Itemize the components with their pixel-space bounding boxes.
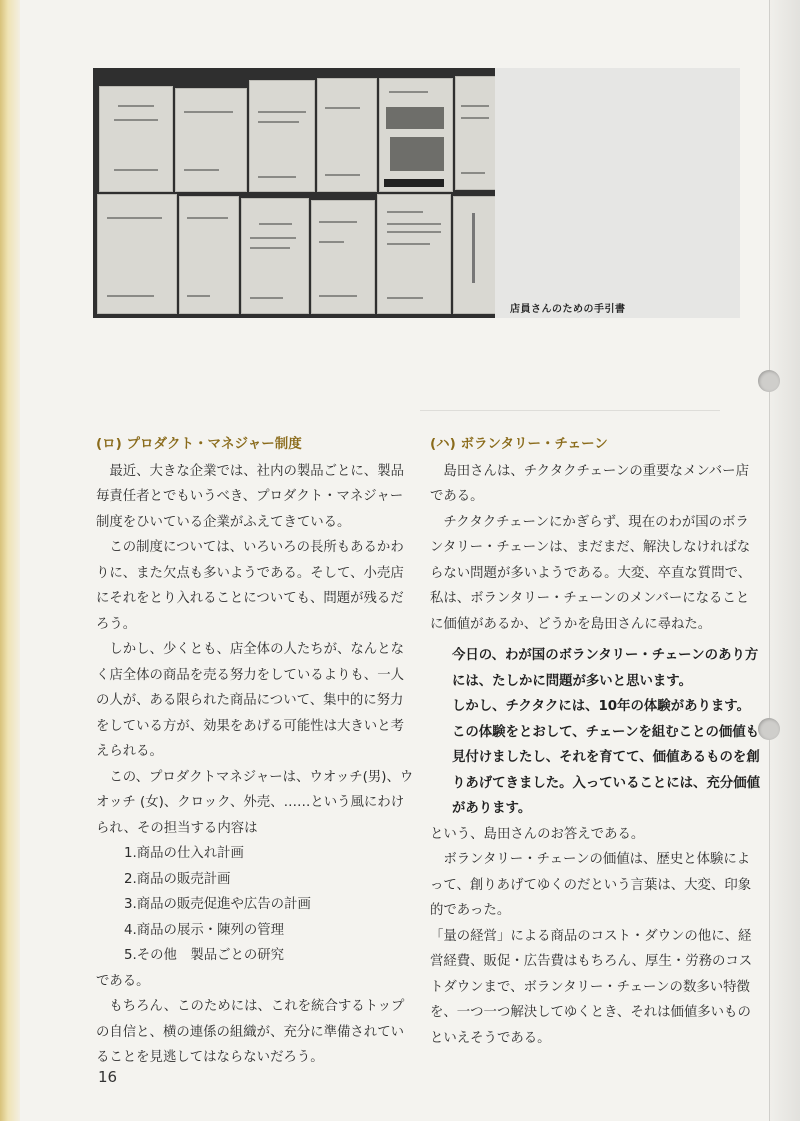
booklet: [455, 76, 495, 190]
booklet: [379, 78, 453, 192]
responsibility-list: [96, 841, 416, 969]
paragraph: 最近、大きな企業では、社内の製品ごとに、製品毎責任者とでもいうべき、プロダクト・マネジャー制度をひいている企業がふえてきている。: [96, 463, 404, 530]
booklet: [97, 194, 177, 314]
booklet: [317, 78, 377, 192]
section-heading-product-manager: (ロ) プロダクト・マネジャー制度: [96, 436, 302, 452]
punch-hole-icon: [758, 718, 780, 740]
paragraph: 「量の経営」による商品のコスト・ダウンの他に、経営経費、販促・広告費はもちろん、厚生・労務のコストダウンまで、ボランタリー・チェーンの数多い特徴を、一つ一つ解決してゆくとき、それは価値多いものといえそうである。: [430, 928, 753, 1046]
photo-background-right: [495, 68, 740, 318]
list-item: 3.商品の販売促進や広告の計画: [124, 897, 311, 912]
list-item: 2.商品の販売計画: [124, 871, 231, 887]
list-item: 5.その他 製品ごとの研究: [124, 948, 285, 963]
paragraph: という、島田さんのお答えである。: [430, 826, 645, 842]
figure-caption: 店員さんのための手引書: [510, 304, 626, 315]
right-column: [430, 432, 760, 1051]
section-heading-voluntary-chain: (ハ) ボランタリー・チェーン: [430, 436, 608, 452]
paragraph: もちろん、このためには、これを統合するトップの自信と、横の連係の組織が、充分に準備されていることを見逃してはならないだろう。: [96, 999, 405, 1065]
list-item: 1.商品の仕入れ計画: [124, 846, 244, 861]
booklet: [377, 194, 451, 314]
interview-quote: しかし、チクタクには、10年の体験があります。この体験をとおして、チェーンを組むことの価値も見付けましたし、それを育てて、価値あるものを創りあげてきました。入っていることには、充分価値があります。: [452, 699, 760, 816]
book-spine: [0, 0, 20, 1121]
paragraph: ボランタリー・チェーンの価値は、歴史と体験によって、創りあげてゆくのだという言葉は、大変、印象的であった。: [430, 852, 752, 918]
booklet: [453, 196, 495, 314]
paragraph: 島田さんは、チクタクチェーンの重要なメンバー店である。: [430, 463, 749, 504]
booklet: [175, 88, 247, 192]
paragraph: しかし、少くとも、店全体の人たちが、なんとなく店全体の商品を売る努力をしているよりも、一人の人が、ある限られた商品について、集中的に努力をしている方が、効果をあげる可能性は大きいと考えられる。: [96, 642, 404, 759]
booklet: [241, 198, 309, 314]
left-column: [96, 432, 416, 1071]
page-number: 16: [98, 1068, 118, 1086]
interview-quote: 今日の、わが国のボランタリー・チェーンのあり方には、たしかに問題が多いと思います。: [452, 648, 759, 689]
booklet: [179, 196, 239, 314]
list-item: 4.商品の展示・陳列の管理: [124, 922, 285, 938]
booklet: [249, 80, 315, 192]
booklet: [99, 86, 173, 192]
booklet: [311, 200, 375, 314]
next-page-edge: [769, 0, 800, 1121]
paragraph: である。: [96, 973, 150, 989]
paragraph: この、プロダクトマネジャーは、ウオッチ(男)、ウオッチ (女)、クロック、外売、……という風にわけられ、その担当する内容は: [96, 769, 414, 836]
paragraph: この制度については、いろいろの長所もあるかわりに、また欠点も多いようである。そして、小売店にそれをとり入れることについても、問題が残るだろう。: [96, 540, 404, 632]
paragraph: チクタクチェーンにかぎらず、現在のわが国のボランタリー・チェーンは、まだまだ、解決しなければならない問題が多いようである。大変、卒直な質問で、私は、ボランタリー・チェーンのメンバーになることに価値があるか、どうかを島田さんに尋ねた。: [430, 514, 752, 632]
punch-hole-icon: [758, 370, 780, 392]
booklets-photo: [93, 68, 495, 318]
